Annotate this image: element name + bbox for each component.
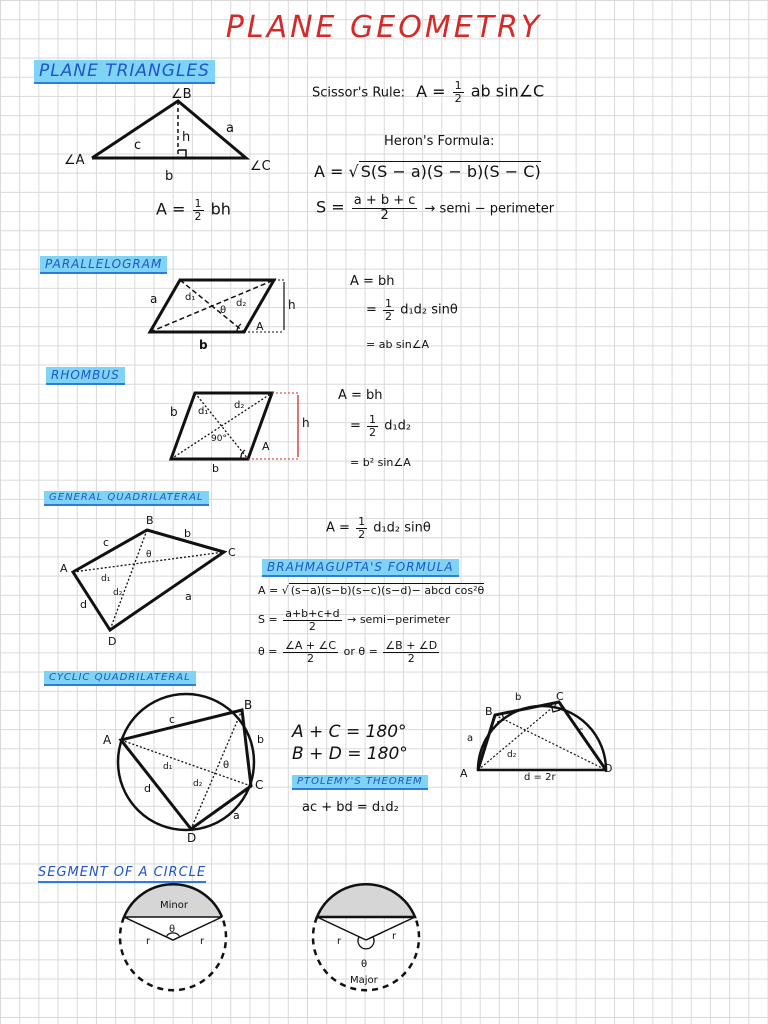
side-label-d: d xyxy=(144,782,151,795)
semi-side-a: a xyxy=(467,733,474,744)
vertex-label-d: D xyxy=(187,831,197,845)
side-label-c: c xyxy=(169,713,176,726)
herons-formula-label: Heron's Formula: xyxy=(384,134,495,149)
diagonal-label-d2: d₂ xyxy=(236,298,247,309)
vertex-label-b: B xyxy=(146,514,154,527)
major-label: Major xyxy=(350,975,378,986)
diagonal-label-d2: d₂ xyxy=(113,588,123,598)
semi-perimeter-formula: S = $\frac{a + b + c}{2}$ → semi − perimeter xyxy=(316,193,555,223)
semi-vertex-d: D xyxy=(604,762,613,775)
angle-label-a: A xyxy=(256,320,264,333)
section-heading-rhombus: RHOMBUS xyxy=(46,367,125,385)
side-label-a: a xyxy=(233,809,240,822)
side-label-a: a xyxy=(150,292,158,306)
cyclic-angle-eq1: A + C = 180° xyxy=(292,722,407,742)
semi-vertex-b: B xyxy=(485,705,493,718)
angle-label-theta: θ xyxy=(220,305,227,316)
angle-label-theta: θ xyxy=(146,550,152,560)
side-label-c: c xyxy=(103,536,110,549)
vertex-label-c: C xyxy=(255,778,264,792)
vertex-label-b: ∠B xyxy=(171,87,192,102)
diagonal-label-d1: d₁ xyxy=(185,292,196,303)
vertex-label-a: ∠A xyxy=(64,153,85,168)
side-label-a: a xyxy=(185,590,192,603)
section-heading-plane-triangles: PLANE TRIANGLES xyxy=(34,60,215,84)
general-quadrilateral-area: A = $\frac{1}{2}$ d₁d₂ sinθ xyxy=(326,515,431,541)
vertex-label-c: C xyxy=(228,546,236,559)
side-label-b: b xyxy=(257,733,264,746)
ptolemy-formula: ac + bd = d₁d₂ xyxy=(302,800,399,815)
minor-radius-left: r xyxy=(146,936,151,947)
rhombus-area-bh: A = bh xyxy=(338,388,383,403)
height-label-h: h xyxy=(288,298,296,312)
side-label-a: a xyxy=(226,121,234,136)
major-radius-right: r xyxy=(392,931,397,942)
herons-formula: A = √ S(S − a)(S − b)(S − C) xyxy=(314,162,541,181)
section-heading-parallelogram: PARALLELOGRAM xyxy=(40,256,167,274)
major-segment-cap xyxy=(317,884,415,917)
major-theta-label: θ xyxy=(361,959,368,970)
parallelogram-area-sin: = ab sin∠A xyxy=(366,338,430,351)
parallelogram-area-diagonals: = $\frac{1}{2}$ d₁d₂ sinθ xyxy=(366,297,458,323)
section-heading-general-quadrilateral: GENERAL QUADRILATERAL xyxy=(44,491,209,506)
vertex-label-a: A xyxy=(60,562,68,575)
height-label-h: h xyxy=(302,416,310,430)
ptolemy-heading: PTOLEMY'S THEOREM xyxy=(292,775,428,790)
page-title: PLANE GEOMETRY xyxy=(225,10,543,45)
semi-side-c: c xyxy=(578,726,584,737)
side-label-d: d xyxy=(80,598,87,611)
scissors-rule: Scissor's Rule: A = $\frac{1}{2}$ ab sin∠C xyxy=(312,79,545,105)
brahmagupta-theta: θ = $\frac{\angle A + \angle C}{2}$ or θ = $\frac{\angle B + \angle D}{2}$ xyxy=(258,639,438,665)
vertex-label-d: D xyxy=(108,635,117,648)
minor-theta-label: θ xyxy=(169,924,176,935)
major-radius-left: r xyxy=(337,936,342,947)
angle-label-a: A xyxy=(262,440,270,453)
side-label-b: b xyxy=(199,338,208,352)
rhombus-area-diagonals: = $\frac{1}{2}$ d₁d₂ xyxy=(350,413,412,439)
base-label-b: b xyxy=(212,462,219,475)
semi-diagonal-label: d₂ xyxy=(507,750,517,760)
brahmagupta-formula: A = √ (s−a)(s−b)(s−c)(s−d)− abcd cos²θ xyxy=(258,584,485,597)
vertex-label-c: ∠C xyxy=(250,159,271,174)
rhombus-area-sin: = b² sin∠A xyxy=(350,456,411,469)
side-label-b: b xyxy=(184,527,191,540)
angle-label-theta: θ xyxy=(223,760,230,771)
semi-side-b: b xyxy=(515,692,522,703)
minor-label: Minor xyxy=(160,900,188,911)
angle-label-90: 90° xyxy=(211,434,227,444)
diagonal-label-d2: d₂ xyxy=(193,779,203,789)
side-label-b: b xyxy=(165,169,174,184)
major-angle-arc xyxy=(358,937,374,949)
brahmagupta-heading: BRAHMAGUPTA'S FORMULA xyxy=(262,559,459,577)
cyclic-angle-eq2: B + D = 180° xyxy=(292,744,408,764)
semi-vertex-a: A xyxy=(460,767,468,780)
height-label-h: h xyxy=(182,130,191,145)
semi-vertex-c: C xyxy=(556,690,564,703)
diagonal-label-d1: d₁ xyxy=(163,762,173,772)
section-heading-cyclic-quadrilateral: CYCLIC QUADRILATERAL xyxy=(44,671,196,686)
minor-radius-right: r xyxy=(200,936,205,947)
diagonal-label-d2: d₂ xyxy=(234,400,245,411)
vertex-label-b: B xyxy=(244,698,253,712)
triangle-area-formula: A = $\frac{1}{2}$ bh xyxy=(156,197,231,223)
diagonal-label-d1: d₁ xyxy=(101,574,111,584)
parallelogram-area-bh: A = bh xyxy=(350,274,395,289)
brahmagupta-semi-perimeter: S = $\frac{a+b+c+d}{2}$ → semi−perimeter xyxy=(258,607,450,633)
side-label-c: c xyxy=(134,138,142,153)
side-label-b: b xyxy=(170,405,178,419)
semi-diameter-label: d = 2r xyxy=(524,772,556,783)
section-heading-segment: SEGMENT OF A CIRCLE xyxy=(38,865,206,883)
vertex-label-a: A xyxy=(103,733,112,747)
diagonal-label-d1: d₁ xyxy=(198,406,209,417)
